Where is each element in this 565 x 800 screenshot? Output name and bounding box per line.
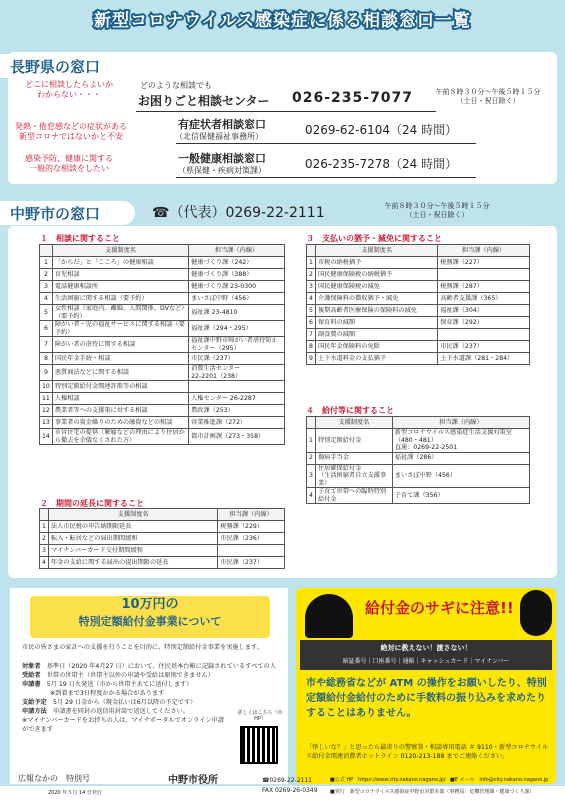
- department: 市民課（237）: [189, 353, 285, 365]
- table-row: [40, 257, 285, 269]
- table-row: [40, 429, 285, 445]
- table-row: [307, 329, 530, 341]
- col-header: 支援制度名: [52, 245, 188, 257]
- department: 保育課（292）: [438, 317, 530, 329]
- program-name: 転入・転居などの届出期間緩和: [49, 533, 218, 545]
- row-number: 2: [307, 269, 316, 281]
- sec2-title: ２ 期間の延長に関すること: [40, 499, 144, 508]
- col-header: 担当課（内線）: [392, 417, 529, 429]
- thief-icon: [520, 590, 552, 636]
- col-header: 支援制度名: [49, 509, 218, 521]
- program-name: 国民健康保険税の納税猶予: [316, 269, 438, 281]
- row-number: 3: [40, 545, 49, 557]
- program-name: 国民年金保険料の免除: [316, 341, 438, 353]
- divider: [176, 143, 476, 144]
- city-hours: 午前８時３０分～午後５時１５分 （土日・祝日除く）: [384, 202, 490, 219]
- department: 健康づくり課 23-0300: [189, 281, 285, 293]
- c3-tel: 026-235-7278（24 時間）: [305, 157, 458, 171]
- department: [218, 545, 285, 557]
- c1-name: お困りごと相談センター: [138, 94, 270, 108]
- table-row: [40, 293, 285, 305]
- department: 都市計画課（273・358）: [189, 429, 285, 445]
- row-number: 8: [307, 341, 316, 353]
- table-row: [40, 545, 285, 557]
- c3-name: 一般健康相談窓口: [178, 152, 266, 165]
- col-header: 支援制度名: [316, 417, 393, 429]
- program-name: 子育て世帯への臨時特別給付金: [316, 488, 393, 504]
- footer-date: 2020 年５月 14 日発行: [48, 790, 102, 796]
- sec4-title: ４ 給付等に関すること: [306, 406, 394, 415]
- sec4-table: [306, 416, 530, 504]
- row-number: 1: [307, 429, 316, 453]
- table-row: [307, 257, 530, 269]
- c2-org: （北信保健福祉事務所）: [175, 132, 263, 141]
- hint-general: どこに相談したらよいか わからない・・・: [25, 80, 113, 99]
- department: 市民課（236）: [218, 533, 285, 545]
- program-name: 農業者等への支援策に対する相談: [52, 405, 188, 417]
- warning-contact: 「怪しいな？」と思ったら最寄りの警察署・相談専用電話 ＃ 9110・新型コロナウイルス給付金関連消費者ホットライン 0120-213-188 までご連絡ください。: [306, 744, 549, 760]
- row-number: 12: [40, 405, 53, 417]
- department: 子育て課（356）: [392, 488, 529, 504]
- department: [438, 329, 530, 341]
- footer-url[interactable]: ■公式 HP https://www.city.nakano.nagano.jp/: [330, 777, 446, 783]
- warning-bar: [300, 640, 552, 670]
- table-row: [307, 293, 530, 305]
- hint-health: 感染予防、健康に関する 一般的な相談をしたい: [25, 154, 113, 173]
- table-row: [40, 393, 285, 405]
- row-number: 1: [40, 257, 53, 269]
- table-row: [40, 417, 285, 429]
- department: 市民課（237）: [218, 557, 285, 569]
- program-name: 住居確保給付金 （生活困窮者自立支援事業）: [316, 464, 393, 488]
- table-row: [307, 429, 530, 453]
- row-number: 3: [307, 281, 316, 293]
- row-number: 2: [307, 452, 316, 464]
- city-tel: ☎（代表）0269-22-2111: [152, 205, 325, 221]
- table-row: [40, 353, 285, 365]
- benefit-intro: 市民の皆さまの家計への支援を行うことを目的に、特別定額給付金事業を実施します。: [22, 644, 263, 651]
- program-name: 障がい者の虐待に関する相談: [52, 337, 188, 353]
- city-banner: 中野市の窓口: [0, 201, 135, 225]
- c1-sub: どのような相談でも: [140, 81, 212, 90]
- program-name: 後期高齢者医療保険の保険料の減免: [316, 305, 438, 317]
- program-name: 「からだ」と「こころ」の健康相談: [52, 257, 188, 269]
- department: [438, 269, 530, 281]
- pref-banner: 長野県の窓口: [0, 54, 150, 78]
- table-row: [307, 281, 530, 293]
- table-row: [307, 464, 530, 488]
- table-row: [307, 353, 530, 365]
- row-number: 3: [40, 281, 53, 293]
- department: 健康づくり課（242）: [189, 257, 285, 269]
- row-number: 2: [40, 533, 49, 545]
- row-number: 7: [40, 337, 53, 353]
- label: 申請方法: [22, 708, 47, 715]
- sec3-title: ３ 支払いの猶予・減免に関すること: [306, 234, 442, 243]
- table-row: [307, 305, 530, 317]
- table-row: [40, 305, 285, 321]
- footer-city: 中野市役所: [168, 775, 218, 786]
- sec1-table: [39, 244, 285, 445]
- col-header: 支援制度名: [316, 245, 438, 257]
- table-row: [40, 557, 285, 569]
- c1-tel: 026-235-7077: [292, 90, 414, 106]
- department: まいさぽ中野（456）: [189, 293, 285, 305]
- c3-org: （県保健・疾病対策課）: [178, 166, 266, 175]
- table-row: [307, 317, 530, 329]
- program-name: 女性相談（家庭内、離婚、人間関係、DVなど）（要予約）: [52, 305, 188, 321]
- value: 5月 29 日金から（現金払いは6月以降の予定です）: [52, 699, 197, 706]
- col-header: 担当課（内線）: [189, 245, 285, 257]
- label: 対象者: [22, 663, 41, 670]
- c2-tel: 0269-62-6104（24 時間）: [305, 123, 458, 137]
- qr-code-icon[interactable]: [240, 726, 278, 764]
- department: 福祉課中野市障がい者虐待防止センター（295）: [189, 337, 285, 353]
- value: 5月 19 日火発送（市から世帯主あてに送付します）: [46, 681, 193, 688]
- program-name: マイナンバーカード交付期間緩和: [49, 545, 218, 557]
- department: 新型コロナウイルス感染症生活支援対策室（480・481） 直通：0269-22-2501: [392, 429, 529, 453]
- department: 上下水道課（281・284）: [438, 353, 530, 365]
- value: 世帯の世帯主（世帯主以外の申請や受給は原則できません）: [46, 672, 214, 679]
- label: 支給予定: [22, 699, 47, 706]
- department: 高齢者支援課（365）: [438, 293, 530, 305]
- row-number: 2: [40, 269, 53, 281]
- row-number: 3: [307, 464, 316, 488]
- benefit-line2: 特別定額給付金事業について: [78, 615, 222, 628]
- row-number: 6: [40, 321, 53, 337]
- department: 福祉課 23-4810: [189, 305, 285, 321]
- program-name: 国民健康保険税の減免: [316, 281, 438, 293]
- thief-icon: [305, 594, 353, 638]
- table-row: [307, 269, 530, 281]
- table-row: [40, 365, 285, 381]
- department: 税務課（287）: [438, 281, 530, 293]
- table-row: [40, 269, 285, 281]
- benefit-ribbon: [30, 596, 270, 638]
- row-number: 4: [307, 293, 316, 305]
- department: 福祉課（294・295）: [189, 321, 285, 337]
- program-name: 保育料の減額: [316, 317, 438, 329]
- program-name: 介護保険料の徴収猶予・減免: [316, 293, 438, 305]
- warning-main: 市や総務省などが ATM の操作をお願いしたり、特別定額給付金給付のために手数料の振り込みを求めたりすることはありません。: [306, 678, 547, 719]
- program-name: 生活困窮に関する相談（要予約）: [52, 293, 188, 305]
- row-number: 9: [307, 353, 316, 365]
- program-name: 国民年金手続・相談: [52, 353, 188, 365]
- warning-head: 給付金のサギに注意!!: [365, 599, 514, 617]
- footer-pub: 広報なかの 特別号: [18, 774, 90, 783]
- divider: [136, 111, 436, 112]
- row-number: 4: [40, 293, 53, 305]
- department: 福祉課（304）: [438, 305, 530, 317]
- row-number: 9: [40, 365, 53, 381]
- benefit-details: [22, 662, 277, 734]
- col-header: 担当課（内線）: [438, 245, 530, 257]
- program-name: 上下水道料金の支払猶予: [316, 353, 438, 365]
- program-name: 傷病手当金: [316, 452, 393, 464]
- row-number: 5: [40, 305, 53, 321]
- row-number: 13: [40, 417, 53, 429]
- program-name: 育児相談: [52, 269, 188, 281]
- c1-hours: 午前８時３０分～午後５時１５分 （土日・祝日除く）: [435, 88, 541, 105]
- program-name: 特別定額給付金: [316, 429, 393, 453]
- program-name: 副食費の減額: [316, 329, 438, 341]
- program-name: 障がい者・児の福祉サービスに関する相談（要予約）: [52, 321, 188, 337]
- row-number: 5: [307, 305, 316, 317]
- department: 農政課（253）: [189, 405, 285, 417]
- table-row: [40, 321, 285, 337]
- hint-symptom: 発熱・倦怠感などの症状がある 新型コロナではないかと不安: [15, 122, 127, 141]
- department: [189, 381, 285, 393]
- col-header: 担当課（内線）: [218, 509, 285, 521]
- department: 人権センター 26-2287: [189, 393, 285, 405]
- row-number: 14: [40, 429, 53, 445]
- c2-name: 有症状者相談窓口: [178, 118, 266, 131]
- benefit-line1: 10万円の: [121, 597, 179, 612]
- table-row: [307, 452, 530, 464]
- qr-caption: 詳しくはこちら（市 HP）: [237, 710, 283, 722]
- program-name: 人権相談: [52, 393, 188, 405]
- table-row: [307, 341, 530, 353]
- program-name: 年金の支給に関する届出の提出期限の延長: [49, 557, 218, 569]
- department: 健康づくり課（388）: [189, 269, 285, 281]
- row-number: 1: [307, 257, 316, 269]
- program-name: 事業者の資金繰りのための融資などの相談: [52, 417, 188, 429]
- row-number: 1: [40, 521, 49, 533]
- row-number: 4: [40, 557, 49, 569]
- department: 消費生活センター 22-2201（238）: [189, 365, 285, 381]
- program-name: 市税の納税猶予: [316, 257, 438, 269]
- footer-fax: FAX 0269-26-0349: [262, 787, 318, 794]
- row-number: 6: [307, 317, 316, 329]
- label: 受給者: [22, 672, 41, 679]
- row-number: 7: [307, 329, 316, 341]
- program-name: 法人市民税の申告納期限延長: [49, 521, 218, 533]
- department: 営業推進課（272）: [189, 417, 285, 429]
- department: まいさぽ中野（456）: [392, 464, 529, 488]
- sec1-title: １ 相談に関すること: [40, 234, 120, 243]
- table-row: [307, 488, 530, 504]
- footer-mail[interactable]: ■E メール info@city.nakano.nagano.jp: [450, 777, 549, 783]
- value: ※到着まで3日程度かかる場合があります: [50, 690, 165, 697]
- sec2-table: [39, 508, 285, 569]
- table-row: [40, 521, 285, 533]
- footer-tel: ☎0269-22-2111: [262, 777, 312, 784]
- row-number: 8: [40, 353, 53, 365]
- row-number: 4: [307, 488, 316, 504]
- sec3-table: [306, 244, 530, 365]
- department: 福祉課（286）: [392, 452, 529, 464]
- program-name: 悪質商法などに関する相談: [52, 365, 188, 381]
- program-name: 電話健康相談所: [52, 281, 188, 293]
- value: 基準日（2020 年4月27 日）において、住民基本台帳に記録されているすべての人: [46, 663, 276, 670]
- department: 市民課（237）: [438, 341, 530, 353]
- row-number: 11: [40, 393, 53, 405]
- department: 税務課（227）: [438, 257, 530, 269]
- warning-items: 暗証番号｜口座番号｜通帳｜キャッシュカード｜マイナンバー: [342, 658, 510, 665]
- table-row: [40, 381, 285, 393]
- department: 税務課（229）: [218, 521, 285, 533]
- divider: [176, 177, 476, 178]
- program-name: 特別定額給付金関連詐欺等の相談: [52, 381, 188, 393]
- row-number: 10: [40, 381, 53, 393]
- warning-sub: 絶対に教えない！渡さない！: [380, 644, 472, 652]
- program-name: 市営住宅の提供（解雇などの理由により住居から撤去を余儀なくされた方）: [52, 429, 188, 445]
- table-row: [40, 533, 285, 545]
- footer-publisher: ■発行 新型コロナウイルス感染症中野市対策本部（事務局：危機管理課・健康づくり課）: [330, 789, 535, 795]
- value: 申請書を同封の返信用封筒で返送してください。: [52, 708, 190, 715]
- label: 申請書: [22, 681, 41, 688]
- page-title: 新型コロナウイルス感染症に係る相談窓口一覧: [94, 11, 471, 31]
- table-row: [40, 405, 285, 417]
- table-row: [40, 337, 285, 353]
- benefit-note: ※マイナンバーカードをお持ちの人は、マイナポータルでオンライン申請ができます: [22, 717, 224, 733]
- table-row: [40, 281, 285, 293]
